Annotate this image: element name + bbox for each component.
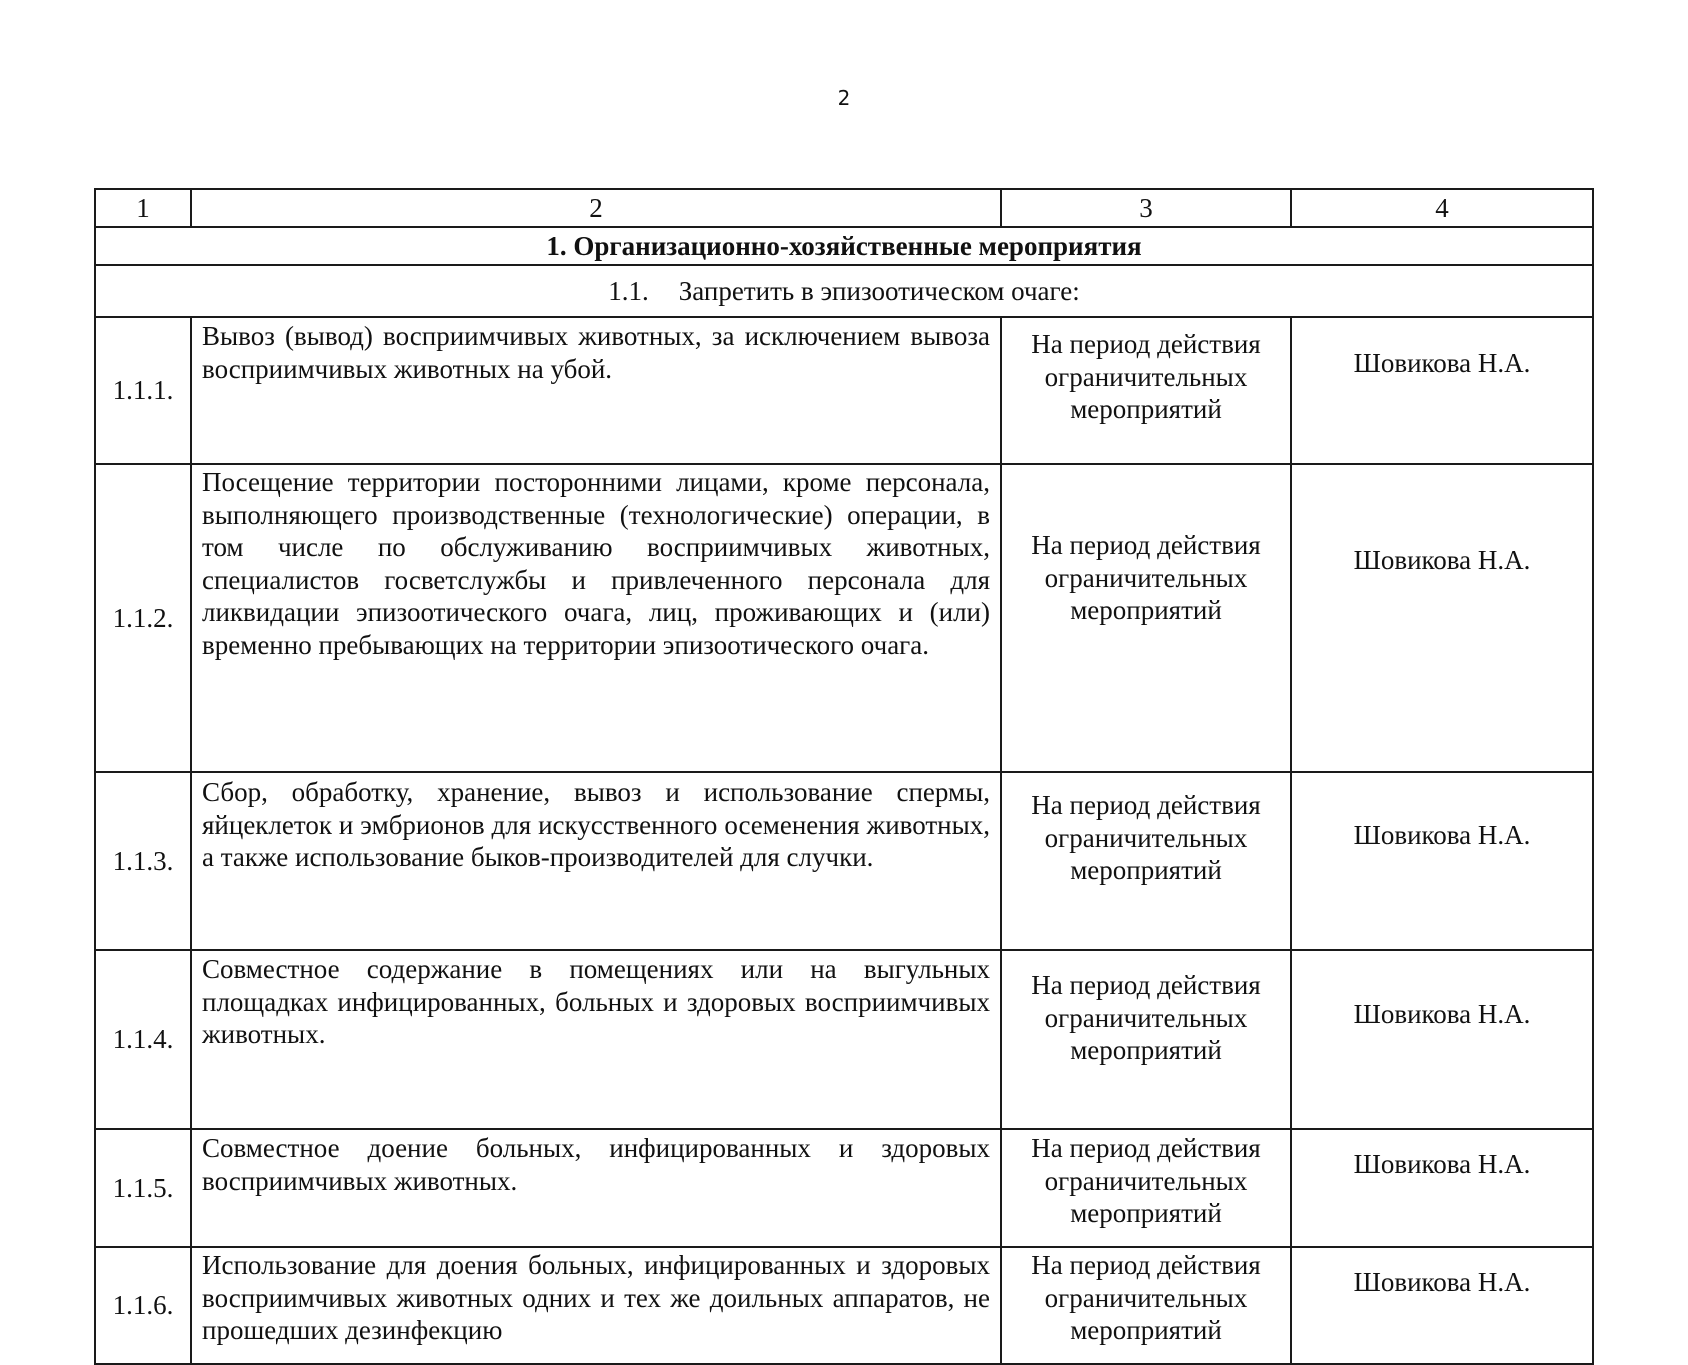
row-number: 1.1.6. <box>95 1247 191 1364</box>
row-text: Сбор, обработку, хранение, вывоз и использование спермы, яйцеклеток и эмбрионов для искусственного осеменения животных, а также использование быков-производителей для случки. <box>191 772 1001 950</box>
table-header-row <box>95 189 1593 227</box>
measures-table <box>94 188 1594 1365</box>
table-row <box>95 317 1593 464</box>
table-row <box>95 772 1593 950</box>
page-number: 2 <box>837 86 851 110</box>
row-period-cell <box>1001 772 1291 950</box>
row-period: На период действия ограничительных мероприятий <box>1031 790 1261 885</box>
table-row <box>95 1129 1593 1247</box>
row-period: На период действия ограничительных мероприятий <box>1031 970 1261 1065</box>
row-period-cell <box>1001 1129 1291 1247</box>
row-text: Посещение территории посторонними лицами, кроме персонала, выполняющего производственные (технологические) операции, в том числе по обслуживанию восприимчивых животных, специалистов госветслужбы и привлеченного персонала для ликвидации эпизоотического очага, лиц, проживающих и (или) временно пребывающих на территории эпизоотического очага. <box>191 464 1001 772</box>
row-text: Вывоз (вывод) восприимчивых животных, за исключением вывоза восприимчивых животных на убой. <box>191 317 1001 464</box>
row-period: На период действия ограничительных мероприятий <box>1031 1133 1261 1228</box>
row-text: Использование для доения больных, инфицированных и здоровых восприимчивых животных одних и тех же доильных аппаратов, не прошедших дезинфекцию <box>191 1247 1001 1364</box>
row-responsible: Шовикова Н.А. <box>1291 317 1593 464</box>
table-row <box>95 1247 1593 1364</box>
row-responsible: Шовикова Н.А. <box>1291 1247 1593 1364</box>
row-number: 1.1.5. <box>95 1129 191 1247</box>
subsection-title: Запретить в эпизоотическом очаге: <box>678 275 1080 306</box>
row-number: 1.1.3. <box>95 772 191 950</box>
section-row <box>95 227 1593 265</box>
row-responsible: Шовикова Н.А. <box>1291 772 1593 950</box>
row-period-cell <box>1001 950 1291 1129</box>
row-period-cell <box>1001 1247 1291 1364</box>
table-row <box>95 464 1593 772</box>
row-text: Совместное содержание в помещениях или на выгульных площадках инфицированных, больных и здоровых восприимчивых животных. <box>191 950 1001 1129</box>
row-responsible: Шовикова Н.А. <box>1291 1129 1593 1247</box>
row-number: 1.1.1. <box>95 317 191 464</box>
subsection-row <box>95 265 1593 317</box>
subsection-cell <box>95 265 1593 317</box>
header-col-3: 3 <box>1001 189 1291 227</box>
row-responsible: Шовикова Н.А. <box>1291 464 1593 772</box>
header-col-4: 4 <box>1291 189 1593 227</box>
section-title: 1. Организационно-хозяйственные мероприятия <box>95 227 1593 265</box>
table-row <box>95 950 1593 1129</box>
row-number: 1.1.2. <box>95 464 191 772</box>
row-period-cell <box>1001 464 1291 772</box>
row-text: Совместное доение больных, инфицированных и здоровых восприимчивых животных. <box>191 1129 1001 1247</box>
row-period-cell <box>1001 317 1291 464</box>
row-period: На период действия ограничительных мероприятий <box>1031 530 1261 625</box>
row-period: На период действия ограничительных мероприятий <box>1031 1250 1261 1345</box>
row-number: 1.1.4. <box>95 950 191 1129</box>
row-responsible: Шовикова Н.А. <box>1291 950 1593 1129</box>
header-col-1: 1 <box>95 189 191 227</box>
row-period: На период действия ограничительных мероприятий <box>1031 329 1261 424</box>
subsection-number: 1.1. <box>608 275 649 306</box>
header-col-2: 2 <box>191 189 1001 227</box>
